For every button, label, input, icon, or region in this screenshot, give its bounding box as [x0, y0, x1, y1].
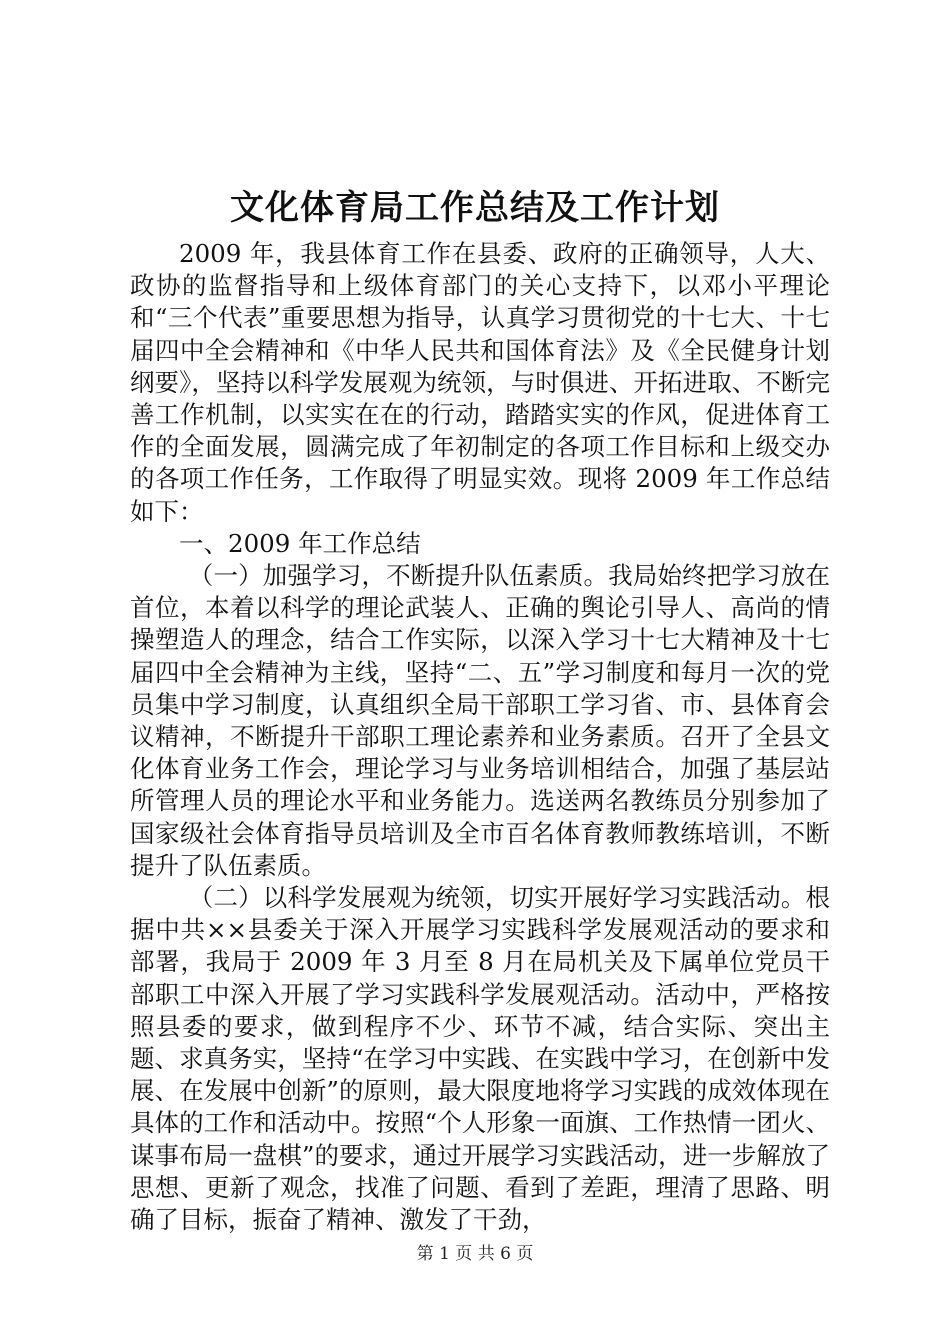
- section-heading: 一、2009 年工作总结: [179, 528, 421, 558]
- subsection-paragraph-2: （二）以科学发展观为统领，切实开展好学习实践活动。根据中共××县委关于深入开展学习实践科学发展观活动的要求和部署，我局于 2009 年 3 月至 8 月在局机关及下属单位党员干部职工中深入开展了学习实践科学发展观活动。活动中，严格按照县委的要求，做到程序不少、环节不减，结合实际、突出主题、求真务实，坚持“在学习中实践、在实践中学习，在创新中发展、在发展中创新”的原则，最大限度地将学习实践的成效体现在具体的工作和活动中。按照“个人形象一面旗、工作热情一团火、谋事布局一盘棋”的要求，通过开展学习实践活动，进一步解放了思想、更新了观念，找准了问题、看到了差距，理清了思路、明确了目标，振奋了精神、激发了干劲，: [130, 883, 830, 1235]
- page-footer: 第 1 页 共 6 页: [416, 1244, 534, 1264]
- document-body: [130, 238, 830, 1236]
- intro-paragraph: 2009 年，我县体育工作在县委、政府的正确领导，人大、政协的监督指导和上级体育部门的关心支持下，以邓小平理论和“三个代表”重要思想为指导，认真学习贯彻党的十七大、十七届四中全会精神和《中华人民共和国体育法》及《全民健身计划纲要》，坚持以科学发展观为统领，与时俱进、开拓进取、不断完善工作机制，以实实在在的行动，踏踏实实的作风，促进体育工作的全面发展，圆满完成了年初制定的各项工作目标和上级交办的各项工作任务，工作取得了明显实效。现将 2009 年工作总结如下：: [130, 239, 830, 526]
- document-title: 文化体育局工作总结及工作计划: [230, 188, 720, 228]
- subsection-paragraph-1: （一）加强学习，不断提升队伍素质。我局始终把学习放在首位，本着以科学的理论武装人、正确的舆论引导人、高尚的情操塑造人的理念，结合工作实际，以深入学习十七大精神及十七届四中全会精神为主线，坚持“二、五”学习制度和每月一次的党员集中学习制度，认真组织全局干部职工学习省、市、县体育会议精神，不断提升干部职工理论素养和业务素质。召开了全县文化体育业务工作会，理论学习与业务培训相结合，加强了基层站所管理人员的理论水平和业务能力。选送两名教练员分别参加了国家级社会体育指导员培训及全市百名体育教师教练培训，不断提升了队伍素质。: [130, 561, 830, 880]
